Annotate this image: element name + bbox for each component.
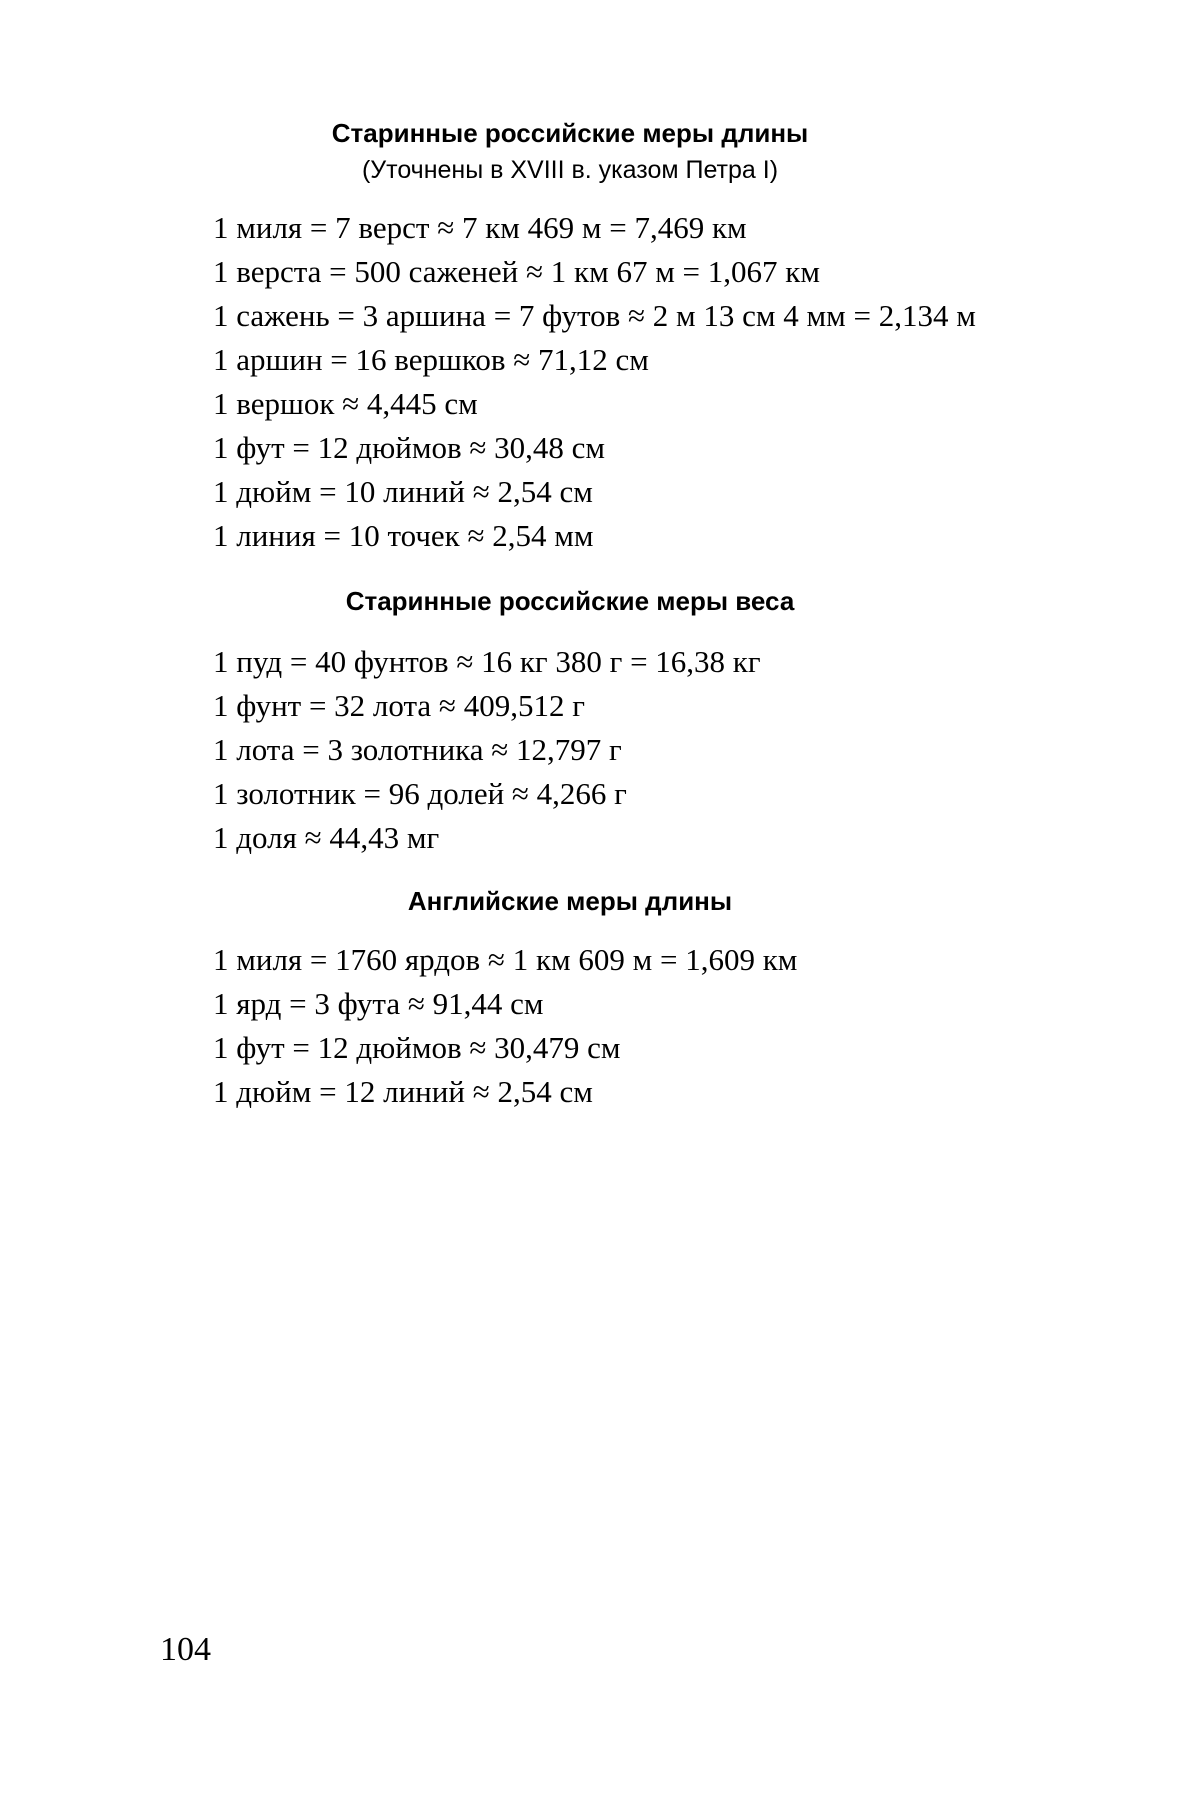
list-item: 1 фут = 12 дюймов ≈ 30,48 см [213, 430, 606, 465]
list-item: 1 линия = 10 точек ≈ 2,54 мм [213, 518, 594, 553]
list-item: 1 ярд = 3 фута ≈ 91,44 см [213, 986, 544, 1021]
list-item: 1 аршин = 16 вершков ≈ 71,12 см [213, 342, 649, 377]
english-length-list [213, 938, 797, 1114]
list-item: 1 доля ≈ 44,43 мг [213, 820, 440, 855]
list-item: 1 сажень = 3 аршина = 7 футов ≈ 2 м 13 см 4 мм = 2,134 м [213, 298, 976, 333]
section-title-russian-length: Старинные российские меры длины [331, 118, 809, 148]
page-number: 104 [160, 1631, 211, 1668]
section-title-russian-weight: Старинные российские меры веса [345, 586, 795, 616]
list-item: 1 золотник = 96 долей ≈ 4,266 г [213, 776, 627, 811]
list-item: 1 дюйм = 10 линий ≈ 2,54 см [213, 474, 593, 509]
list-item: 1 дюйм = 12 линий ≈ 2,54 см [213, 1074, 593, 1109]
list-item: 1 фунт = 32 лота ≈ 409,512 г [213, 688, 585, 723]
list-item: 1 вершок ≈ 4,445 см [213, 386, 478, 421]
russian-weight-list [213, 640, 761, 860]
section-subtitle-russian-length: (Уточнены в XVIII в. указом Петра I) [361, 156, 779, 184]
list-item: 1 лота = 3 золотника ≈ 12,797 г [213, 732, 622, 767]
list-item: 1 пуд = 40 фунтов ≈ 16 кг 380 г = 16,38 кг [213, 644, 761, 679]
russian-length-list [213, 206, 976, 558]
list-item: 1 фут = 12 дюймов ≈ 30,479 см [213, 1030, 621, 1065]
list-item: 1 верста = 500 саженей ≈ 1 км 67 м = 1,067 км [213, 254, 820, 289]
section-title-english-length: Английские меры длины [407, 886, 733, 916]
list-item: 1 миля = 1760 ярдов ≈ 1 км 609 м = 1,609 км [213, 942, 798, 977]
list-item: 1 миля = 7 верст ≈ 7 км 469 м = 7,469 км [213, 210, 747, 245]
